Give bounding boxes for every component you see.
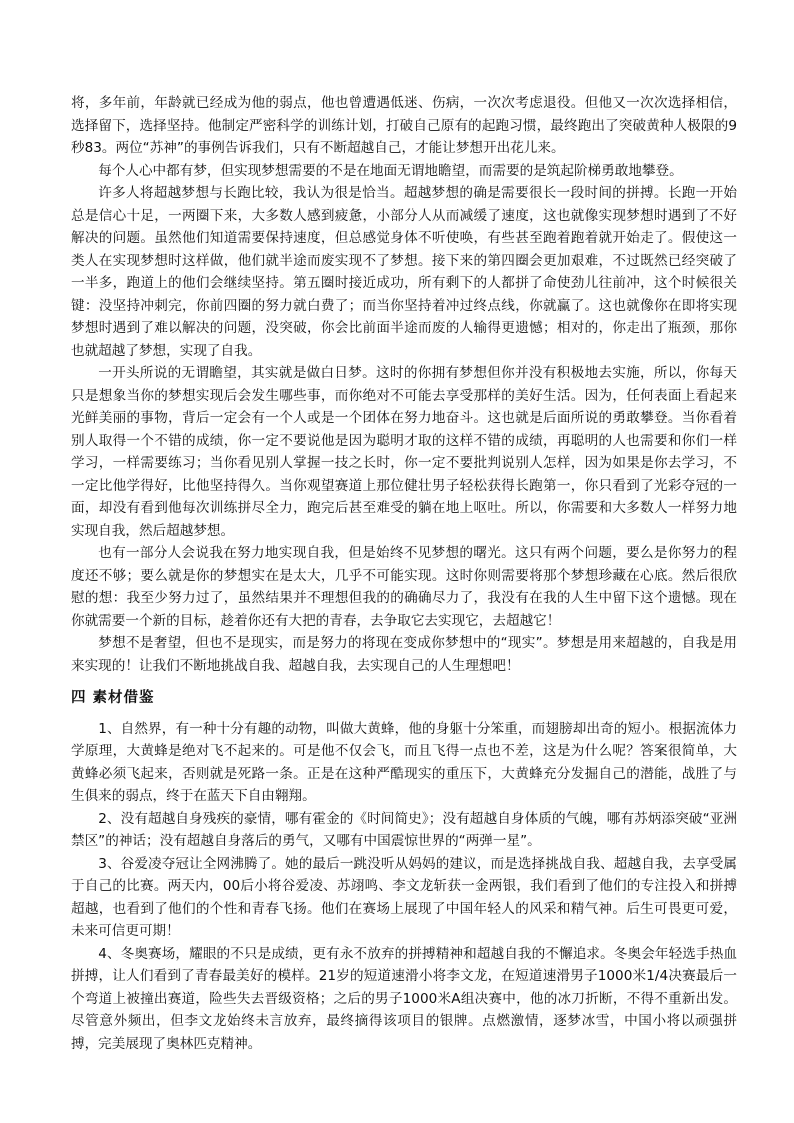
material-list: [71, 718, 737, 1056]
material-item: 1、自然界，有一种十分有趣的动物，叫做大黄蜂，他的身躯十分笨重，而翅膀却出奇的短小。根据流体力学原理，大黄蜂是绝对飞不起来的。可是他不仅会飞，而且飞得一点也不差，这是为什么呢？答案很简单，大黄蜂必须飞起来，否则就是死路一条。正是在这种严酷现实的重压下，大黄蜂充分发掘自己的潜能，战胜了与生俱来的弱点，终于在蓝天下自由翱翔。: [71, 720, 737, 804]
paragraph-continuation: 将，多年前，年龄就已经成为他的弱点，他也曾遭遇低迷、伤病，一次次考虑退役。但他又一次次选择相信，选择留下，选择坚持。他制定严密科学的训练计划，打破自己原有的起跑习惯，最终跑出了突破黄种人极限的9秒83。两位“苏神”的事例告诉我们，只有不断超越自己，才能让梦想开出花儿来。: [71, 95, 737, 156]
material-item: 4、冬奥赛场，耀眼的不只是成绩，更有永不放弃的拼搏精神和超越自我的不懈追求。冬奥会年轻选手热血拼搏，让人们看到了青春最美好的模样。21岁的短道速滑小将李文龙，在短道速滑男子1000米1/4决赛最后一个弯道上被撞出赛道，险些失去晋级资格；之后的男子1000米A组决赛中，他的冰刀折断，不得不重新出发。尽管意外频出，但李文龙始终未言放弃，最终摘得该项目的银牌。点燃激情，逐梦冰雪，中国小将以顽强拼搏，完美展现了奥林匹克精神。: [71, 945, 737, 1052]
paragraph-long-run: 许多人将超越梦想与长跑比较，我认为很是恰当。超越梦想的确是需要很长一段时间的拼搏。长跑一开始总是信心十足，一两圈下来，大多数人感到疲惫，小部分人从而减缓了速度，这也就像实现梦想时遇到了不好解决的问题。虽然他们知道需要保持速度，但总感觉身体不听使唤，有些甚至跑着跑着就开始走了。假使这一类人在实现梦想时这样做，他们就半途而废实现不了梦想。接下来的第四圈会更加艰难，不过既然已经突破了一半多，跑道上的他们会继续坚持。第五圈时接近成功，所有剩下的人都拼了命使劲儿往前冲，这个时候很关键：没坚持冲刺完，你前四圈的努力就白费了；而当你坚持着冲过终点线，你就赢了。这也就像你在即将实现梦想时遇到了难以解决的问题，没突破，你会比前面半途而废的人输得更遗憾；相对的，你走出了瓶颈，那你也就超越了梦想，实现了自我。: [71, 185, 737, 359]
document-page: [71, 92, 737, 1055]
paragraph-dream-ladder: 每个人心中都有梦，但实现梦想需要的不是在地面无谓地瞻望，而需要的是筑起阶梯勇敢地攀登。: [98, 162, 683, 179]
material-item: 3、谷爱凌夺冠让全网沸腾了。她的最后一跳没听从妈妈的建议，而是选择挑战自我、超越自我，去享受属于自己的比赛。两天内，00后小将谷爱凌、苏翊鸣、李文龙斩获一金两银，我们看到了他们的专注投入和拼搏超越，也看到了他们的个性和青春飞扬。他们在赛场上展现了中国年轻人的风采和精气神。后生可畏更可爱，未来可信更可期！: [71, 855, 737, 939]
material-item: 2、没有超越自身残疾的豪情，哪有霍金的《时间简史》；没有超越自身体质的气魄，哪有苏炳添突破“亚洲禁区”的神话；没有超越自身落后的勇气，又哪有中国震惊世界的“两弹一星”。: [71, 810, 737, 849]
section-heading: 四 素材借鉴: [71, 690, 155, 706]
paragraph-effort: 也有一部分人会说我在努力地实现自我，但是始终不见梦想的曙光。这只有两个问题，要么是你努力的程度还不够；要么就是你的梦想实在是太大，几乎不可能实现。这时你则需要将那个梦想珍藏在心底。然后很欣慰的想：我至少努力过了，虽然结果并不理想但我的的确确尽力了，我没有在我的人生中留下这个遗憾。现在你就需要一个新的目标，趁着你还有大把的青春，去争取它去实现它，去超越它！: [71, 545, 737, 629]
paragraph-daydream: 一开头所说的无谓瞻望，其实就是做白日梦。这时的你拥有梦想但你并没有积极地去实施，所以，你每天只是想象当你的梦想实现后会发生哪些事，而你绝对不可能去享受那样的美好生活。因为，任何表面上看起来光鲜美丽的事物，背后一定会有一个人或是一个团体在努力地奋斗。这也就是后面所说的勇敢攀登。当你看着别人取得一个不错的成绩，你一定不要说他是因为聪明才取的这样不错的成绩，再聪明的人也需要和你们一样学习，一样需要练习；当你看见别人掌握一技之长时，你一定不要批判说别人怎样，因为如果是你去学习，不一定比他学得好，比他坚持得久。当你观望赛道上那位健壮男子轻松获得长跑第一，你只看到了光彩夺冠的一面，却没有看到他每次训练拼尽全力，跑完后甚至难受的躺在地上呕吐。所以，你需要和大多数人一样努力地实现自我，然后超越梦想。: [71, 365, 737, 539]
paragraph-conclusion: 梦想不是奢望，但也不是现实，而是努力的将现在变成你梦想中的“现实”。梦想是用来超越的，自我是用来实现的！让我们不断地挑战自我、超越自我，去实现自己的人生理想吧！: [71, 635, 737, 674]
